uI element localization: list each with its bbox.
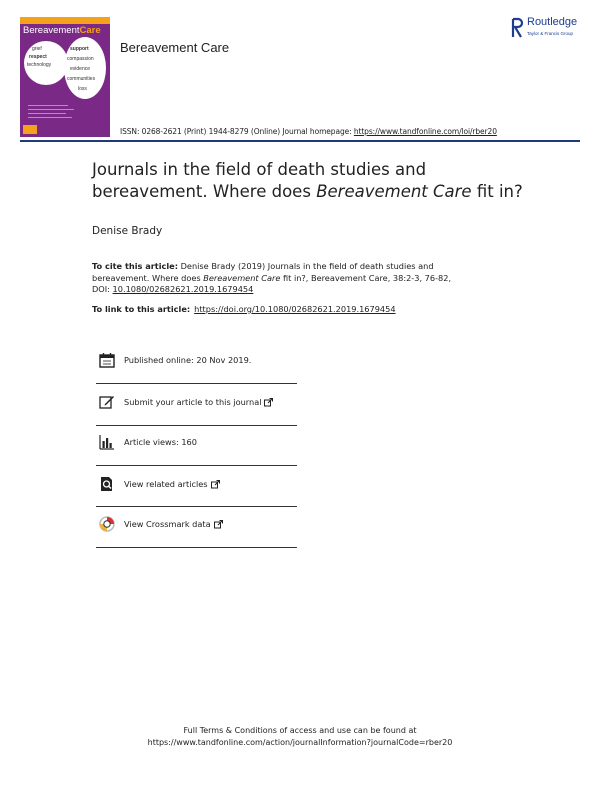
journal-cover-image: BereavementCare grief respect technology support compassion evidence communities loss (20, 17, 110, 137)
citation-label: To cite this article: (92, 261, 178, 271)
edit-icon (98, 393, 116, 411)
related-articles-item[interactable] (98, 470, 298, 498)
footer-terms-text: Full Terms & Conditions of access and use can be found at (183, 726, 417, 735)
publisher-name: Routledge (527, 16, 578, 28)
published-date-item (98, 346, 298, 374)
issn-text: ISSN: 0268-2621 (Print) 1944-8279 (Online) Journal homepage: (120, 127, 352, 136)
external-link-icon (214, 520, 223, 529)
article-views-item (98, 428, 298, 456)
search-document-icon (98, 475, 116, 493)
article-views-text: Article views: 160 (124, 437, 197, 447)
citation-doi-link[interactable]: 10.1080/02682621.2019.1679454 (112, 284, 254, 294)
footer-terms-link[interactable]: https://www.tandfonline.com/action/journalInformation?journalCode=rber20 (147, 738, 453, 747)
crossmark-icon (98, 515, 116, 533)
submit-article-link[interactable]: Submit your article to this journal (124, 397, 262, 407)
article-doi-link[interactable]: https://doi.org/10.1080/02682621.2019.1679454 (194, 304, 396, 314)
article-link-row (92, 304, 396, 314)
article-title: Journals in the field of death studies and bereavement. Where does Bereavement Care fit in? (92, 160, 523, 201)
meta-divider (96, 547, 297, 548)
meta-divider (96, 506, 297, 507)
meta-divider (96, 465, 297, 466)
meta-divider (96, 383, 297, 384)
published-date-text: Published online: 20 Nov 2019. (124, 355, 252, 365)
publisher-tagline: Taylor & Francis Group (527, 31, 574, 36)
link-label: To link to this article: (92, 304, 191, 314)
submit-article-item[interactable] (98, 388, 298, 416)
external-link-icon (264, 398, 273, 407)
crossmark-item[interactable] (98, 510, 298, 538)
cover-title: BereavementCare (23, 25, 101, 36)
related-articles-link[interactable]: View related articles (124, 479, 208, 489)
author-name: Denise Brady (92, 225, 163, 237)
header-divider (20, 140, 580, 142)
footer-terms (0, 725, 600, 749)
calendar-icon (98, 351, 116, 369)
meta-divider (96, 425, 297, 426)
issn-line (120, 127, 497, 136)
crossmark-link[interactable]: View Crossmark data (124, 519, 211, 529)
bar-chart-icon (98, 433, 116, 451)
routledge-logo-icon (510, 17, 524, 39)
external-link-icon (211, 480, 220, 489)
journal-name: Bereavement Care (120, 40, 230, 55)
journal-homepage-link[interactable]: https://www.tandfonline.com/loi/rber20 (353, 127, 497, 136)
citation-block: To cite this article: Denise Brady (2019) Journals in the field of death studies and bereavement. Where does Bereavement Care fit in?, Bereavement Care, 38:2-3, 76-82, DOI: 10.1080/02682621.2019.1679454 (92, 261, 452, 294)
